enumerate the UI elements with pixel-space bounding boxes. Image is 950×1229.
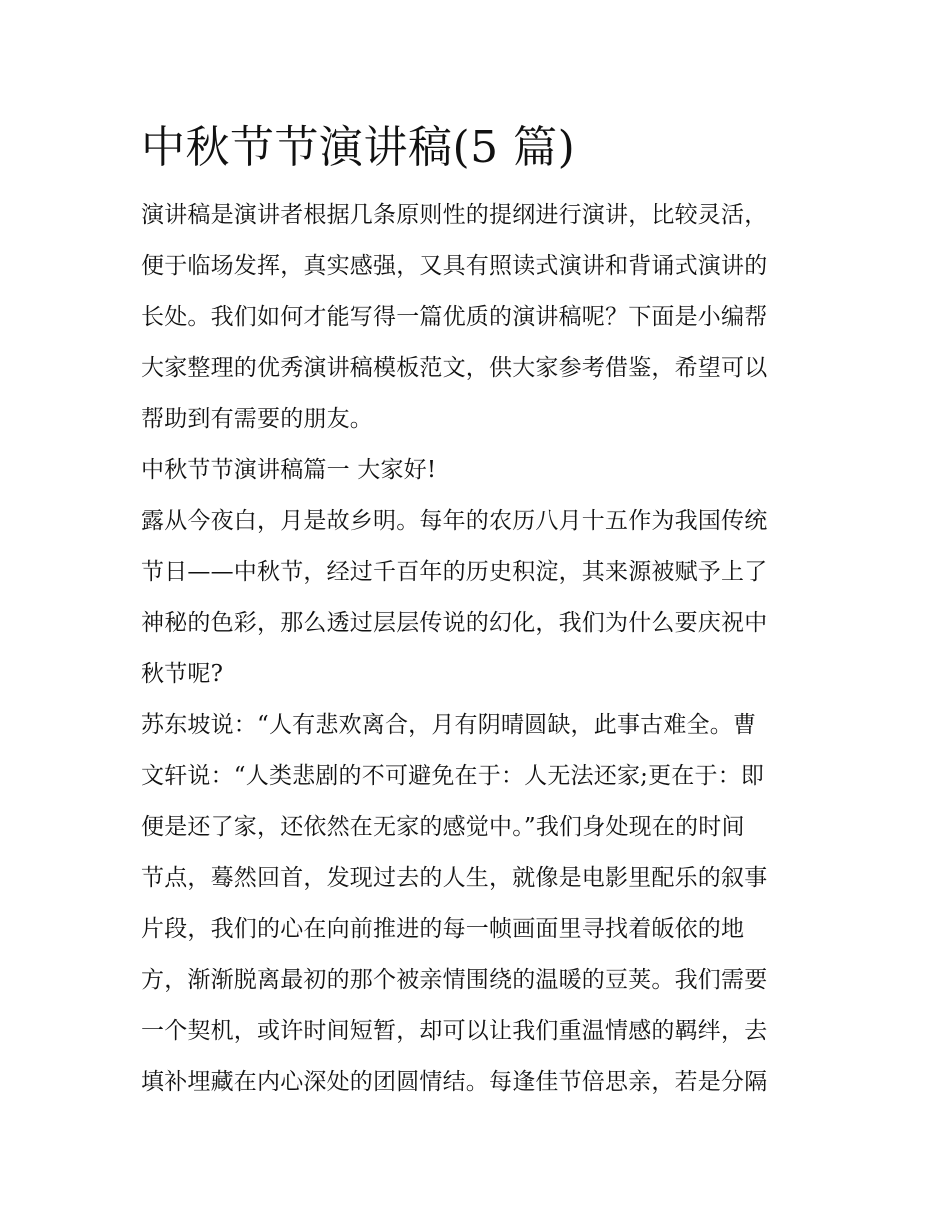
text-line: 长处。我们如何才能写得一篇优质的演讲稿呢？下面是小编帮 <box>141 304 768 330</box>
text-line: 填补埋藏在内心深处的团圆情结。每逢佳节倍思亲，若是分隔 <box>141 1069 768 1095</box>
text-line: 一个契机，或许时间短暂，却可以让我们重温情感的羁绊，去 <box>141 1018 768 1044</box>
text-line: 方，渐渐脱离最初的那个被亲情围绕的温暖的豆荚。我们需要 <box>141 967 768 993</box>
text-line: 节点，蓦然回首，发现过去的人生，就像是电影里配乐的叙事 <box>141 865 768 891</box>
section-heading-paragraph <box>141 445 813 496</box>
document-content <box>141 116 813 1108</box>
section-heading: 中秋节节演讲稿篇一 大家好! <box>141 457 437 483</box>
body-paragraph-1 <box>141 496 813 700</box>
text-line: 文轩说：“人类悲剧的不可避免在于：人无法还家;更在于：即 <box>141 763 765 789</box>
text-line: 片段，我们的心在向前推进的每一帧画面里寻找着皈依的地 <box>141 916 745 942</box>
document-title: 中秋节节演讲稿(5 篇) <box>141 122 576 173</box>
text-line: 演讲稿是演讲者根据几条原则性的提纲进行演讲，比较灵活， <box>141 202 768 228</box>
text-line: 神秘的色彩，那么透过层层传说的幻化，我们为什么要庆祝中 <box>141 610 768 636</box>
text-line: 秋节呢? <box>141 661 224 687</box>
text-line: 大家整理的优秀演讲稿模板范文，供大家参考借鉴，希望可以 <box>141 355 768 381</box>
text-line: 苏东坡说：“人有悲欢离合，月有阴晴圆缺，此事古难全。曹 <box>141 712 757 738</box>
text-line: 露从今夜白，月是故乡明。每年的农历八月十五作为我国传统 <box>141 508 768 534</box>
body-paragraph-2 <box>141 700 813 1108</box>
intro-paragraph <box>141 190 813 445</box>
text-line: 帮助到有需要的朋友。 <box>141 406 373 432</box>
text-line: 便是还了家，还依然在无家的感觉中。”我们身处现在的时间 <box>141 814 745 840</box>
text-line: 便于临场发挥，真实感强，又具有照读式演讲和背诵式演讲的 <box>141 253 768 279</box>
text-line: 节日——中秋节，经过千百年的历史积淀，其来源被赋予上了 <box>141 559 768 585</box>
